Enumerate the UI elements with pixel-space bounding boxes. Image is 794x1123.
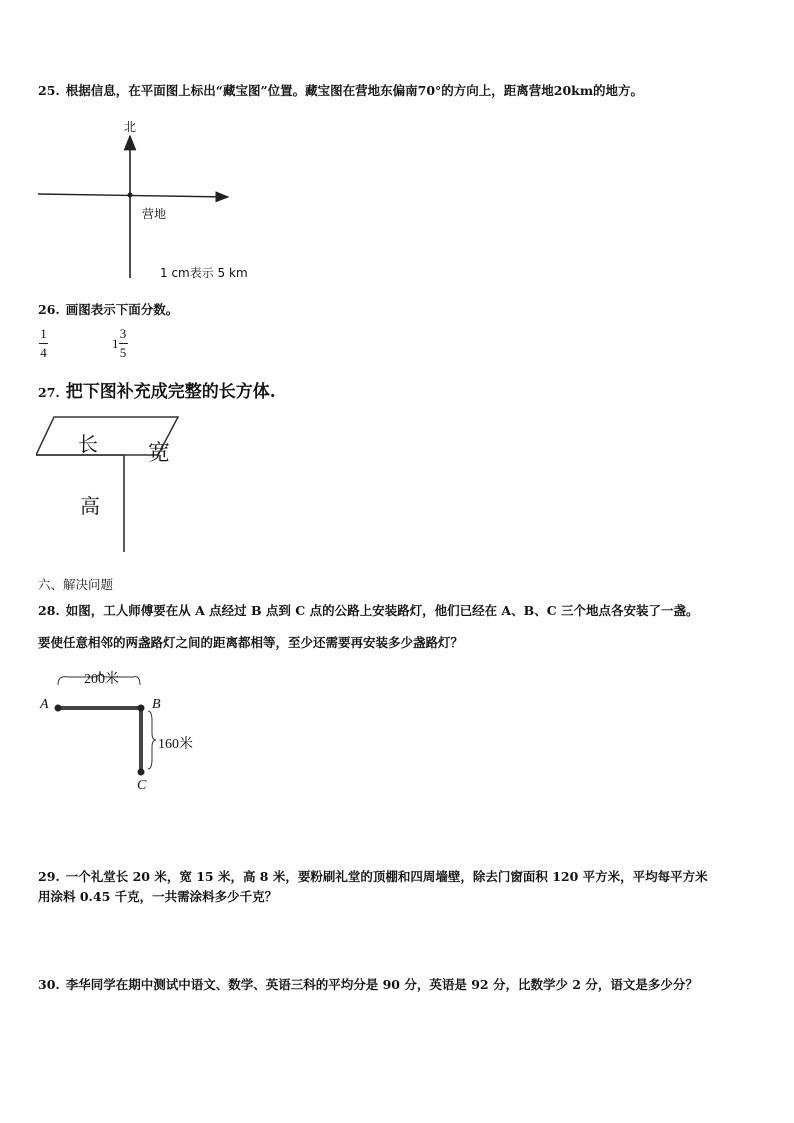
question-text: 根据信息，在平面图上标出“藏宝图”位置。藏宝图在营地东偏南70°的方向上，距离营地20km的地方。 (65, 83, 644, 98)
question-text: 如图，工人师傅要在从 A 点经过 B 点到 C 点的公路上安装路灯，他们已经在 A、B、C 三个地点各安装了一盏。 (65, 603, 699, 618)
point-b (138, 705, 145, 712)
fraction-bar (39, 343, 48, 344)
denominator: 5 (119, 345, 127, 360)
numerator: 1 (40, 326, 47, 341)
question-29-line2: 用涂料 0.45 千克，一共需涂料多少千克？ (38, 889, 278, 904)
question-29-line1 (38, 868, 708, 886)
question-28-line1 (38, 602, 699, 620)
question-28-line2: 要使任意相邻的两盏路灯之间的距离都相等，至少还需要再安装多少盏路灯？ (38, 635, 464, 650)
width-label: 宽 (148, 441, 171, 466)
mixed-number-1-3-5 (112, 327, 128, 360)
point-c (138, 769, 145, 776)
question-26 (38, 301, 178, 319)
numerator: 3 (119, 326, 127, 341)
fraction-one-quarter (39, 327, 48, 360)
north-label: 北 (124, 120, 137, 134)
question-number: 26. (38, 302, 60, 317)
bc-distance: 160米 (158, 737, 193, 752)
whole-part: 1 (112, 335, 119, 351)
question-27 (38, 377, 276, 402)
question-text: 把下图补充成完整的长方体. (65, 382, 276, 402)
question-number: 30. (38, 977, 60, 992)
fraction-bar (119, 343, 128, 344)
label-a: A (40, 697, 49, 712)
question-text: 李华同学在期中测试中语文、数学、英语三科的平均分是 90 分，英语是 92 分，比数学少 2 分，语文是多少分？ (65, 977, 698, 992)
height-label: 高 (80, 494, 100, 518)
section-6-title: 六、解决问题 (38, 577, 114, 592)
question-number: 29. (38, 869, 60, 884)
question-number: 27. (38, 385, 60, 400)
question-text: 一个礼堂长 20 米，宽 15 米，高 8 米，要粉刷礼堂的顶棚和四周墙壁，除去门窗面积 120 平方米，平均每平方米 (65, 869, 708, 884)
cuboid-sketch (36, 412, 196, 554)
camp-label: 营地 (142, 207, 167, 221)
fraction-part (119, 327, 128, 360)
label-b: B (152, 697, 161, 712)
question-number: 25. (38, 83, 60, 98)
question-number: 28. (38, 603, 60, 618)
east-axis (38, 194, 228, 197)
point-a (55, 705, 62, 712)
length-label: 长 (78, 432, 98, 456)
camp-point (128, 193, 133, 198)
label-c: C (137, 778, 147, 793)
denominator: 4 (40, 345, 47, 360)
ab-distance: 200米 (84, 672, 119, 687)
question-text: 画图表示下面分数。 (65, 302, 179, 317)
compass-diagram (30, 112, 270, 287)
question-30 (38, 976, 698, 994)
question-25 (38, 82, 643, 100)
scale-label: 1 cm表示 5 km (160, 266, 248, 280)
bc-brace (148, 711, 156, 769)
